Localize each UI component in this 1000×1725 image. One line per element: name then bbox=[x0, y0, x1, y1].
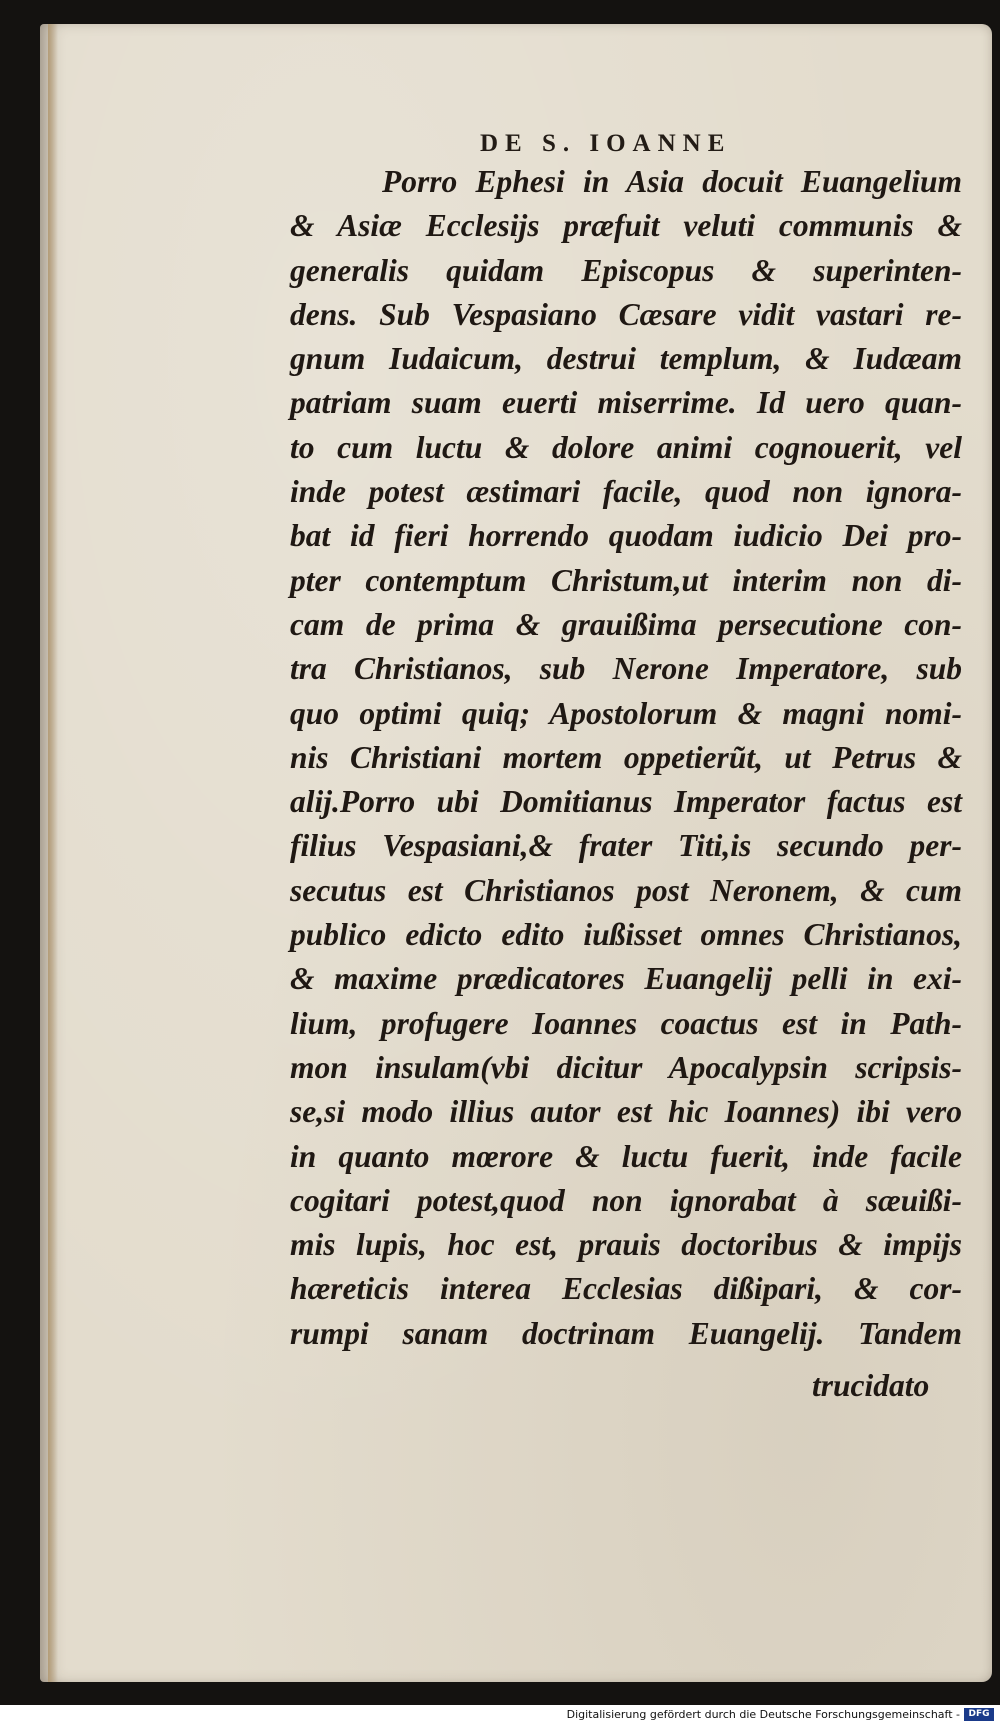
catchword: trucidato bbox=[812, 1368, 930, 1403]
text-line: gnum Iudaicum, destrui templum, & Iudæam bbox=[290, 341, 962, 377]
text-line: bat id fieri horrendo quodam iudicio Dei pro- bbox=[290, 518, 962, 554]
text-line: publico edicto edito iußisset omnes Christianos, bbox=[290, 917, 962, 953]
text-line: rumpi sanam doctrinam Euangelij. Tandem bbox=[290, 1315, 962, 1351]
text-line: in quanto mœrore & luctu fuerit, inde facile bbox=[290, 1138, 962, 1174]
text-line: generalis quidam Episcopus & superinten- bbox=[290, 252, 962, 288]
text-line: tra Christianos, sub Nerone Imperatore, sub bbox=[290, 651, 962, 687]
text-line: to cum luctu & dolore animi cognouerit, vel bbox=[290, 429, 962, 465]
text-line: cogitari potest,quod non ignorabat à sæuißi- bbox=[290, 1182, 962, 1218]
text-line: mis lupis, hoc est, prauis doctoribus & impijs bbox=[290, 1227, 962, 1263]
text-line: nis Christiani mortem oppetierũt, ut Petrus & bbox=[290, 739, 962, 775]
text-line: quo optimi quiq; Apostolorum & magni nomi- bbox=[290, 695, 962, 731]
text-line: Porro Ephesi in Asia docuit Euangelium bbox=[382, 164, 962, 199]
text-line: cam de prima & grauißima persecutione con- bbox=[290, 606, 962, 642]
text-line: mon insulam(vbi dicitur Apocalypsin scripsis- bbox=[290, 1049, 962, 1085]
text-line: se,si modo illius autor est hic Ioannes) ibi vero bbox=[290, 1094, 962, 1130]
text-line: inde potest æstimari facile, quod non ignora- bbox=[290, 474, 962, 510]
text-line: filius Vespasiani,& frater Titi,is secundo per- bbox=[290, 828, 962, 864]
text-line: patriam suam euerti miserrime. Id uero quan- bbox=[290, 385, 962, 421]
running-head: DE S. IOANNE bbox=[480, 130, 732, 157]
digitization-credit: Digitalisierung gefördert durch die Deutsche Forschungsgemeinschaft - bbox=[566, 1708, 960, 1721]
text-line: lium, profugere Ioannes coactus est in Path- bbox=[290, 1005, 962, 1041]
dfg-logo: DFG bbox=[964, 1708, 994, 1721]
text-line: & maxime prædicatores Euangelij pelli in exi- bbox=[290, 961, 962, 997]
text-line: & Asiæ Ecclesijs præfuit veluti communis & bbox=[290, 208, 962, 244]
text-line: secutus est Christianos post Neronem, & cum bbox=[290, 872, 962, 908]
text-line: dens. Sub Vespasiano Cæsare vidit vastari re- bbox=[290, 296, 962, 332]
body-text bbox=[290, 160, 962, 1356]
page-gutter-shadow bbox=[48, 24, 58, 1682]
text-line: pter contemptum Christum,ut interim non di- bbox=[290, 562, 962, 598]
text-line: hæreticis interea Ecclesias dißipari, & cor- bbox=[290, 1271, 962, 1307]
text-line: alij.Porro ubi Domitianus Imperator factus est bbox=[290, 784, 962, 820]
